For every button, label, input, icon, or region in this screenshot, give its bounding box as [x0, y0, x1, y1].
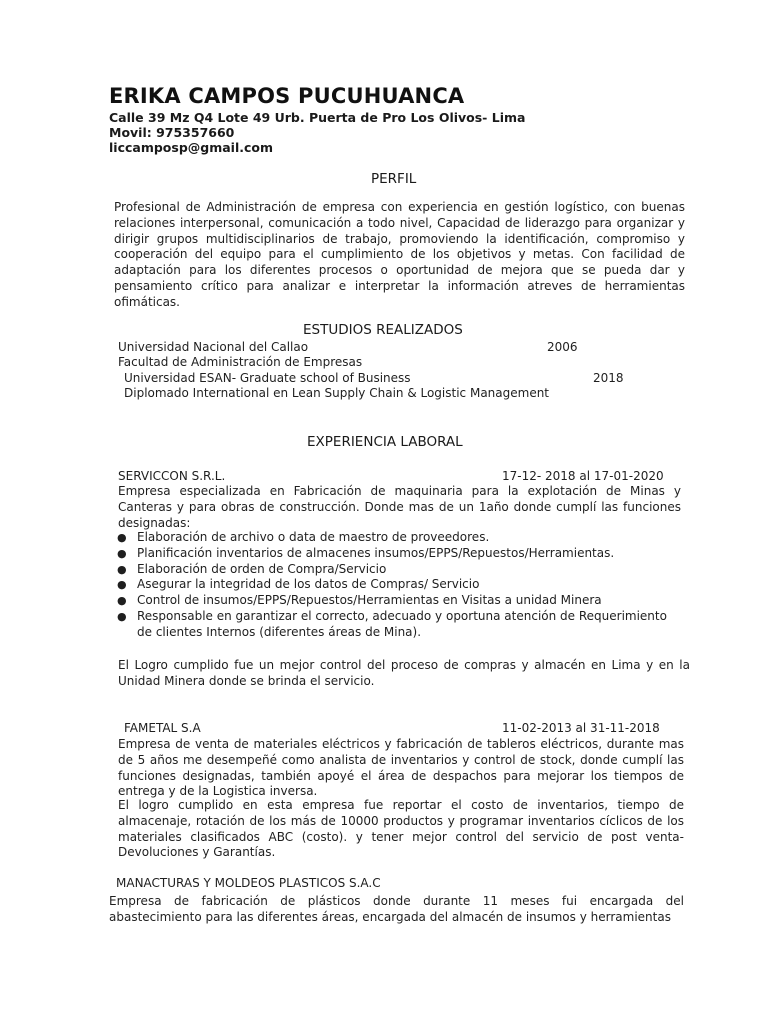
list-item: ● Responsable en garantizar el correcto, adecuado y oportuna atención de Requerimiento de clientes Internos (diferentes áreas de Mina).: [117, 608, 667, 639]
bullet-icon: ●: [117, 546, 127, 560]
job-description: Empresa de venta de materiales eléctricos y fabricación de tableros eléctricos, durante mas de 5 años me desempeñé como analista de inventarios y control de stock, donde cumplí las funciones designadas, también apoyé el área de despachos para mejorar los tiempos de entrega y de la Logistica inversa.: [118, 737, 684, 799]
job-achievement: El logro cumplido en esta empresa fue reportar el costo de inventarios, tiempo de almacenaje, rotación de los más de 10000 productos y programar inventarios cíclicos de los materiales clasificados ABC (costo). y tener mejor control del servicio de post venta- Devoluciones y Garantías.: [118, 798, 684, 860]
list-item: ● Elaboración de orden de Compra/Servicio: [117, 561, 387, 576]
study-detail: Diplomado International en Lean Supply Chain & Logistic Management: [124, 386, 550, 400]
list-item: ● Elaboración de archivo o data de maestro de proveedores.: [117, 530, 490, 544]
bullet-icon: ●: [117, 594, 127, 608]
job-company: SERVICCON S.R.L.: [118, 469, 226, 483]
job-company: FAMETAL S.A: [124, 721, 201, 735]
job-company: MANACTURAS Y MOLDEOS PLASTICOS S.A.C: [116, 876, 381, 890]
study-year: 2006: [547, 340, 578, 354]
bullet-icon: ●: [117, 562, 127, 576]
perfil-heading: PERFIL: [371, 171, 417, 187]
bullet-icon: ●: [117, 578, 127, 592]
email: liccamposp@gmail.com: [109, 140, 274, 155]
job-description: Empresa especializada en Fabricación de maquinaria para la explotación de Minas y Canteras y para obras de construcción. Donde mas de un 1año donde cumplí las funciones designadas:: [118, 484, 681, 530]
job-description: Empresa de fabricación de plásticos donde durante 11 meses fui encargada del abastecimiento para las diferentes áreas, encargada del almacén de insumos y herramientas: [109, 894, 684, 924]
job-dates: 17-12- 2018 al 17-01-2020: [502, 469, 664, 483]
estudios-heading: ESTUDIOS REALIZADOS: [303, 322, 463, 338]
candidate-name: ERIKA CAMPOS PUCUHUANCA: [109, 84, 465, 108]
job-achievement: El Logro cumplido fue un mejor control del proceso de compras y almacén en Lima y en la Unidad Minera donde se brinda el servicio.: [118, 658, 690, 688]
bullet-icon: ●: [117, 531, 127, 544]
experiencia-heading: EXPERIENCIA LABORAL: [307, 434, 463, 450]
list-item: ● Control de insumos/EPPS/Repuestos/Herramientas en Visitas a unidad Minera: [117, 593, 602, 608]
bullet-icon: ●: [117, 609, 127, 623]
study-institution: Universidad ESAN- Graduate school of Business: [124, 371, 411, 385]
address: Calle 39 Mz Q4 Lote 49 Urb. Puerta de Pro Los Olivos- Lima: [109, 110, 526, 125]
study-detail: Facultad de Administración de Empresas: [118, 355, 363, 369]
perfil-text: Profesional de Administración de empresa con experiencia en gestión logístico, con buenas relaciones interpersonal, comunicación a todo nivel, Capacidad de liderazgo para organizar y dirigir grupos multidisciplinarios de trabajo, promoviendo la identificación, compromiso y cooperación del equipo para el cumplimiento de los objetivos y metas. Con facilidad de adaptación para los diferentes procesos o oportunidad de mejora que se pueda dar y pensamiento crítico para analizar e interpretar la información atreves de herramientas ofimáticas.: [114, 200, 685, 309]
job-dates: 11-02-2013 al 31-11-2018: [502, 721, 660, 735]
study-year: 2018: [593, 371, 624, 385]
job-duties-list: [117, 530, 677, 641]
study-institution: Universidad Nacional del Callao: [118, 340, 309, 354]
list-item: ● Planificación inventarios de almacenes insumos/EPPS/Repuestos/Herramientas.: [117, 545, 615, 560]
phone: Movil: 975357660: [109, 125, 235, 140]
list-item: ● Asegurar la integridad de los datos de Compras/ Servicio: [117, 577, 480, 592]
